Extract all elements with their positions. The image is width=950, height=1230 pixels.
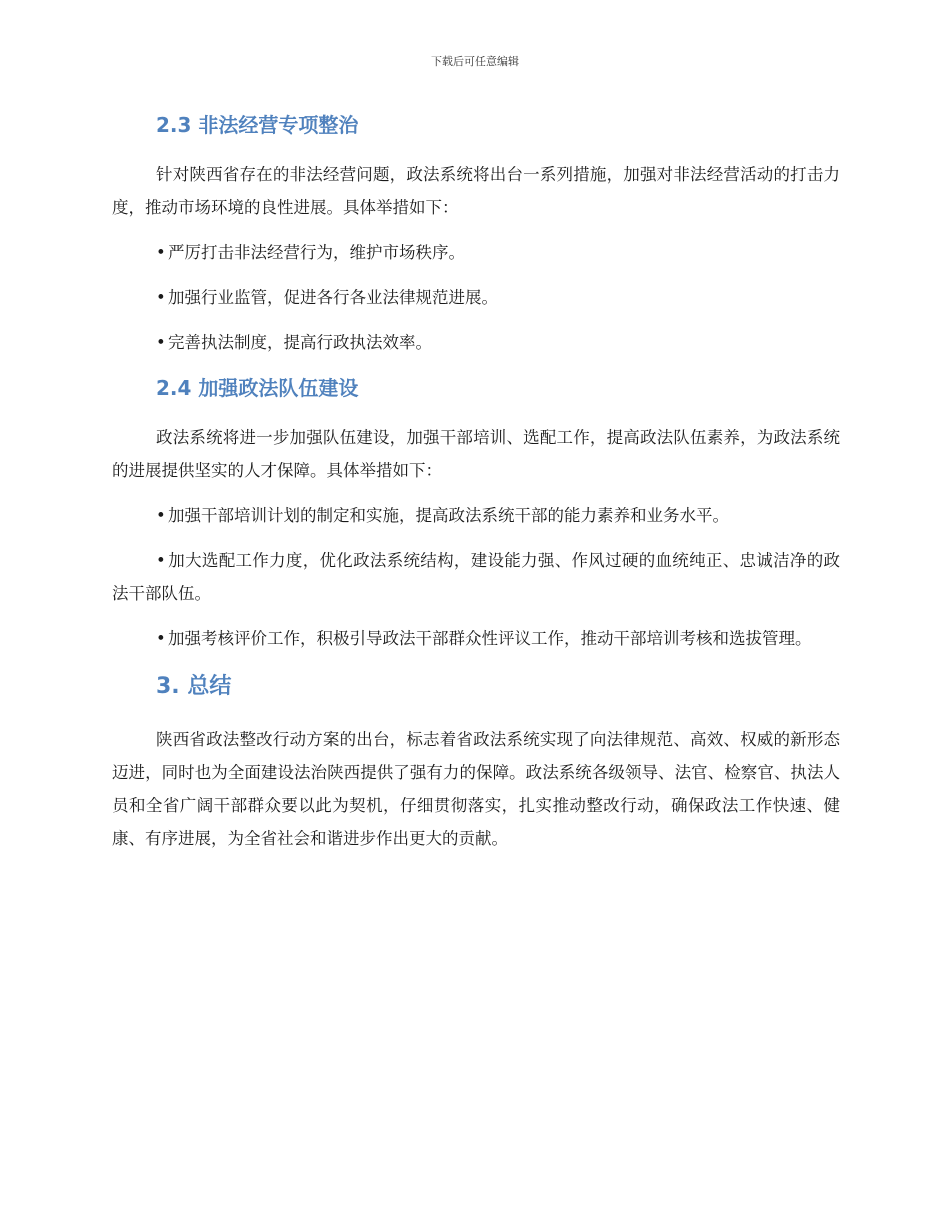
section-summary: [112, 671, 840, 855]
bullet-dot-icon: •: [156, 333, 166, 352]
bullet-dot-icon: •: [156, 506, 166, 525]
section-intro-paragraph: 政法系统将进一步加强队伍建设，加强干部培训、选配工作，提高政法队伍素养，为政法系统的进展提供坚实的人才保障。具体举措如下：: [112, 428, 840, 480]
section-2-4: [112, 373, 840, 655]
section-2-3: [112, 110, 840, 359]
bullet-dot-icon: •: [156, 551, 166, 570]
bullet-item: [112, 281, 840, 314]
bullet-text: 加大选配工作力度，优化政法系统结构，建设能力强、作风过硬的血统纯正、忠诚洁净的政法干部队伍。: [112, 551, 840, 603]
summary-paragraph: 陕西省政法整改行动方案的出台，标志着省政法系统实现了向法律规范、高效、权威的新形态迈进，同时也为全面建设法治陕西提供了强有力的保障。政法系统各级领导、法官、检察官、执法人员和全省广阔干部群众要以此为契机，仔细贯彻落实，扎实推动整改行动，确保政法工作快速、健康、有序进展，为全省社会和谐进步作出更大的贡献。: [112, 730, 840, 848]
section-heading: 2.3 非法经营专项整治: [156, 113, 359, 137]
section-heading: 2.4 加强政法队伍建设: [156, 376, 359, 400]
bullet-dot-icon: •: [156, 243, 166, 262]
bullet-item: [112, 236, 840, 269]
bullet-dot-icon: •: [156, 629, 166, 648]
bullet-text: 加强行业监管，促进各行各业法律规范进展。: [168, 288, 498, 307]
bullet-text: 完善执法制度，提高行政执法效率。: [168, 333, 432, 352]
bullet-text: 加强干部培训计划的制定和实施，提高政法系统干部的能力素养和业务水平。: [168, 506, 729, 525]
section-intro-paragraph: 针对陕西省存在的非法经营问题，政法系统将出台一系列措施，加强对非法经营活动的打击力度，推动市场环境的良性进展。具体举措如下：: [112, 165, 840, 217]
bullet-text: 严厉打击非法经营行为，维护市场秩序。: [168, 243, 465, 262]
page-header-note: 下载后可任意编辑: [431, 55, 519, 68]
bullet-item: [112, 622, 840, 655]
summary-heading: 3. 总结: [156, 674, 232, 699]
bullet-item: [112, 499, 840, 532]
bullet-item: [112, 326, 840, 359]
bullet-item: [112, 544, 840, 610]
document-body: [112, 110, 840, 855]
bullet-text: 加强考核评价工作，积极引导政法干部群众性评议工作，推动干部培训考核和选拔管理。: [168, 629, 812, 648]
bullet-dot-icon: •: [156, 288, 166, 307]
